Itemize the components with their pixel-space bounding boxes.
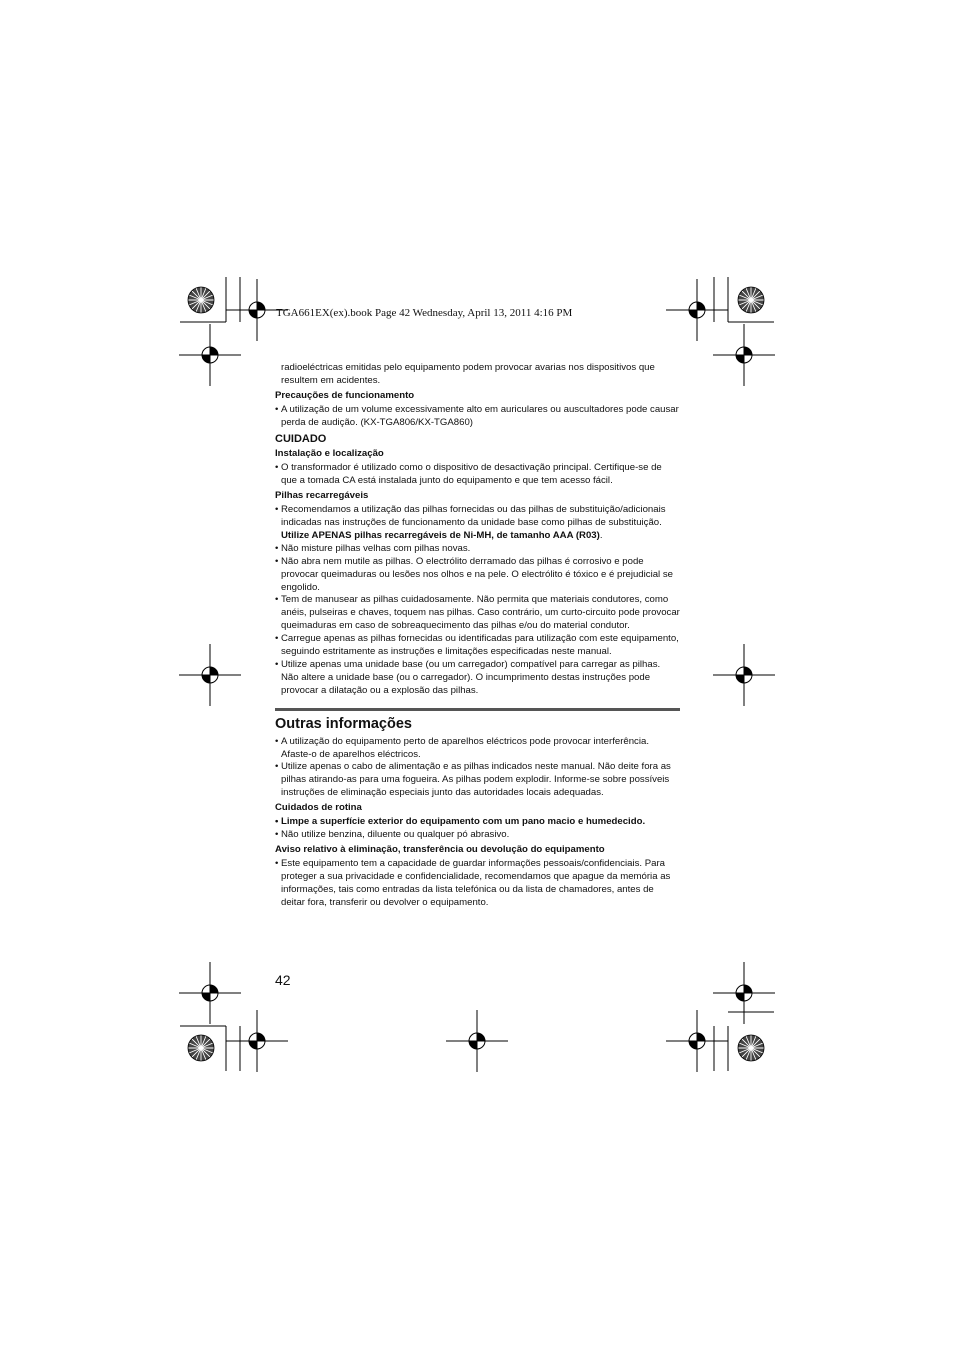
list-item: • Tem de manusear as pilhas cuidadosamente. Não permita que materiais condutores, como anéis, pulseiras e chaves, toquem nas pilhas. Caso contrário, um curto-circuito pode provocar queimaduras em caso de sobreaquecimento das pilhas e/ou do material condutor. xyxy=(275,594,680,633)
list-item-bold-text: Utilize APENAS pilhas recarregáveis de Ni-MH, de tamanho AAA (R03) xyxy=(281,529,600,541)
crosshair-mark-icon xyxy=(179,644,241,706)
precaucoes-heading: Precauções de funcionamento xyxy=(275,389,415,401)
crosshair-mark-icon xyxy=(446,1010,508,1072)
crosshair-mark-icon xyxy=(713,324,775,386)
list-item xyxy=(275,504,680,543)
list-item: • Não utilize benzina, diluente ou qualquer pó abrasivo. xyxy=(275,829,680,842)
page-number: 42 xyxy=(275,972,291,988)
list-item: • A utilização do equipamento perto de aparelhos eléctricos pode provocar interferência. Afaste-o de aparelhos eléctricos. xyxy=(275,736,680,762)
rotina-heading: Cuidados de rotina xyxy=(275,802,362,814)
cuidado-heading: CUIDADO xyxy=(275,432,327,445)
list-item: • A utilização de um volume excessivamente alto em auriculares ou auscultadores pode causar perda de audição. (KX-TGA806/KX-TGA860) xyxy=(275,404,680,430)
list-item: • Limpe a superfície exterior do equipamento com um pano macio e humedecido. xyxy=(275,816,680,829)
list-item: • Este equipamento tem a capacidade de guardar informações pessoais/confidenciais. Para proteger a sua privacidade e confidencialidade, recomendamos que apague da memória as informações, tais como entradas da lista telefónica ou da lista de chamadores, antes de deitar fora, transferir ou devolver o equipamento. xyxy=(275,858,680,910)
starburst-mark-icon xyxy=(738,1035,764,1061)
crosshair-mark-icon xyxy=(179,324,241,386)
crosshair-mark-icon xyxy=(666,1010,728,1072)
crosshair-mark-icon xyxy=(226,1010,288,1072)
section-divider xyxy=(275,708,680,711)
list-item: • Utilize apenas uma unidade base (ou um carregador) compatível para carregar as pilhas. Não altere a unidade base (ou o carregador). O incumprimento destas instruções pode provocar a dilatação ou a explosão das pilhas. xyxy=(275,659,680,698)
list-item: • O transformador é utilizado como o dispositivo de desactivação principal. Certifique-se de que a tomada CA está instalada junto do equipamento e que tem acesso fácil. xyxy=(275,462,680,488)
print-header: TGA661EX(ex).book Page 42 Wednesday, April 13, 2011 4:16 PM xyxy=(276,307,573,319)
continuation-text: radioeléctricas emitidas pelo equipamento podem provocar avarias nos dispositivos que resultem em acidentes. xyxy=(281,362,655,386)
starburst-mark-icon xyxy=(188,287,214,313)
list-item-text: Recomendamos a utilização das pilhas fornecidas ou das pilhas de substituição/adicionais indicadas nas instruções de funcionamento da unidade base como pilhas de substituição. xyxy=(281,504,666,528)
starburst-mark-icon xyxy=(188,1035,214,1061)
list-item: • Não abra nem mutile as pilhas. O electrólito derramado das pilhas é corrosivo e pode provocar queimaduras ou lesões nos olhos e na pele. O electrólito é tóxico e é prejudicial se engolido. xyxy=(275,556,680,595)
list-item: • Carregue apenas as pilhas fornecidas ou identificadas para utilização com este equipamento, seguindo estritamente as instruções e limitações especificadas neste manual. xyxy=(275,633,680,659)
aviso-heading: Aviso relativo à eliminação, transferência ou devolução do equipamento xyxy=(275,843,605,855)
starburst-mark-icon xyxy=(738,287,764,313)
outras-heading: Outras informações xyxy=(275,715,412,732)
list-item-text-end: . xyxy=(599,529,603,541)
list-item: • Não misture pilhas velhas com pilhas novas. xyxy=(275,543,680,556)
crosshair-mark-icon xyxy=(179,962,241,1024)
crosshair-mark-icon xyxy=(713,644,775,706)
list-item: • Utilize apenas o cabo de alimentação e as pilhas indicados neste manual. Não deite fora as pilhas atirando-as para uma fogueira. As pilhas podem explodir. Informe-se sobre possíveis instruções de eliminação especiais junto das autoridades locais adequadas. xyxy=(275,761,680,800)
instalacao-heading: Instalação e localização xyxy=(275,448,384,460)
crosshair-mark-icon xyxy=(713,962,775,1024)
crosshair-mark-icon xyxy=(666,279,728,341)
page-body xyxy=(275,362,680,909)
pilhas-heading: Pilhas recarregáveis xyxy=(275,490,369,502)
